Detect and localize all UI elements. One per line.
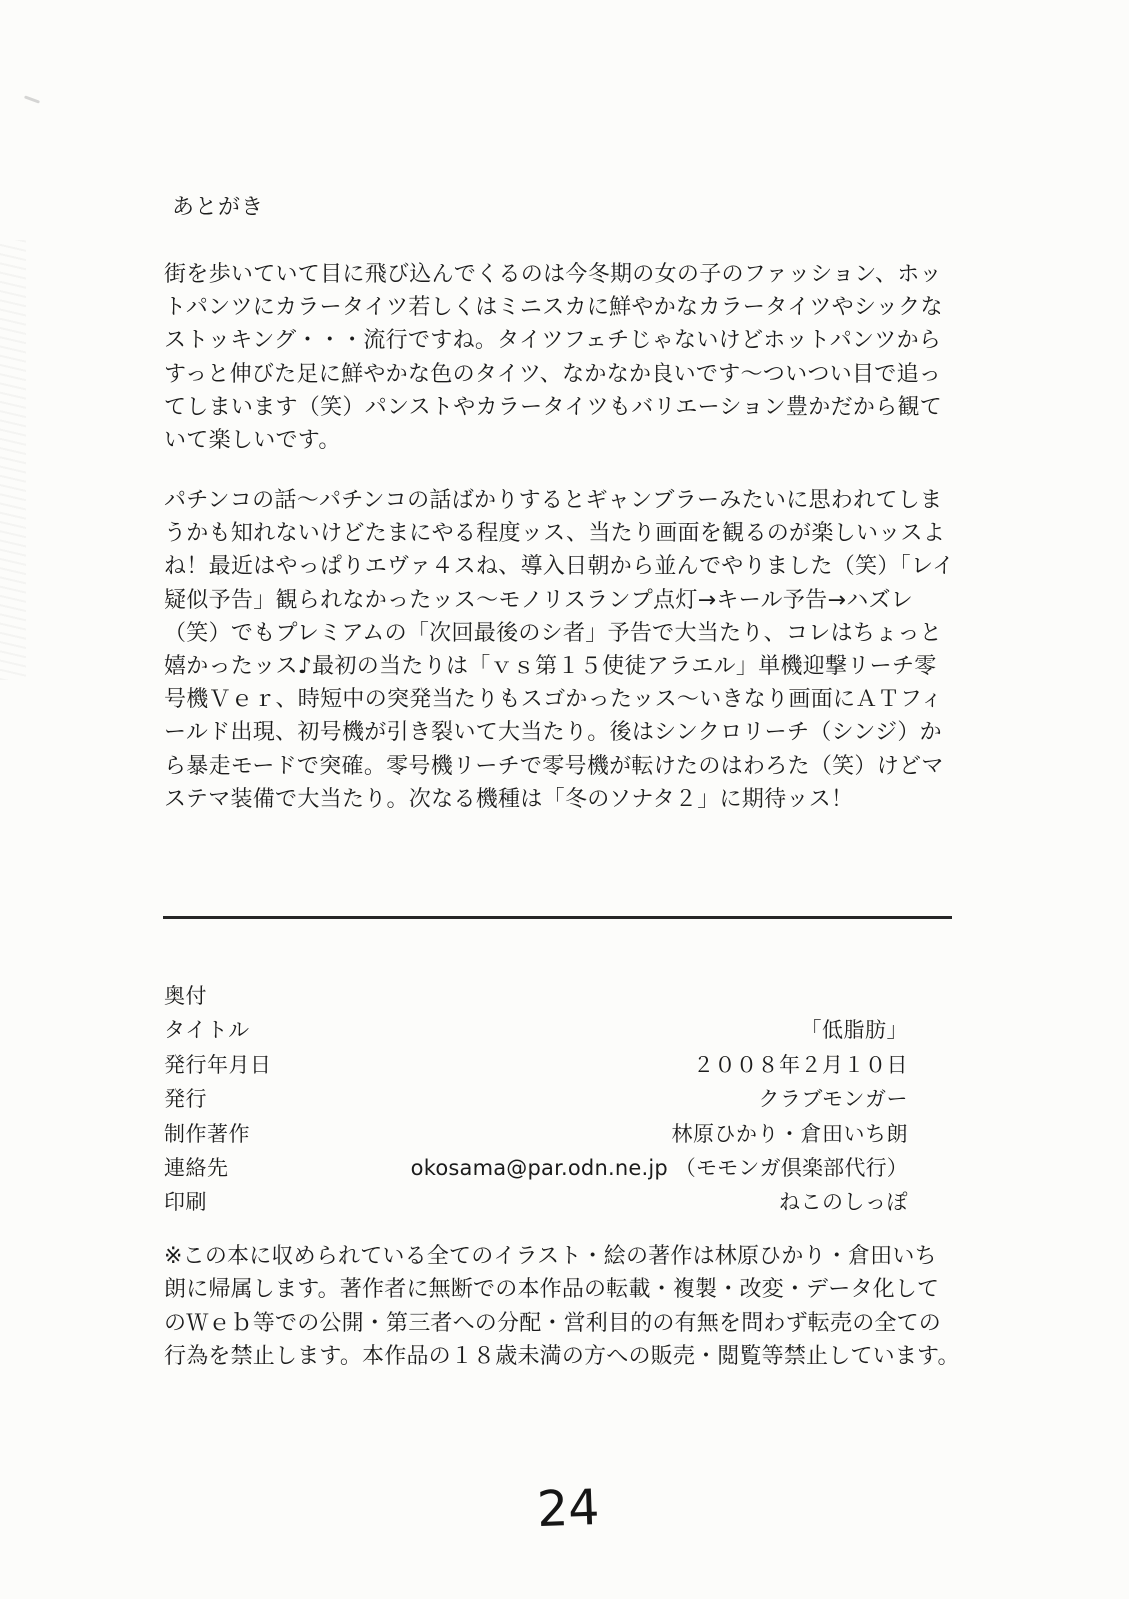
contact-email: okosama@par.odn.ne.jp （モモンガ倶楽部代行） <box>410 1155 908 1180</box>
colophon-label: 連絡先 <box>164 1155 229 1180</box>
afterword-paragraph-1 <box>164 258 943 457</box>
scan-artifact-mark <box>24 95 40 103</box>
text-line: （笑）でもプレミアムの「次回最後のシ者」予告で大当たり、コレはちょっと <box>164 620 943 646</box>
colophon-value-authors: 林原ひかり・倉田いち朗 <box>671 1121 908 1146</box>
colophon-section-label: 奥付 <box>164 984 207 1008</box>
colophon-row-printer <box>164 1186 908 1220</box>
colophon-value-title: 「低脂肪」 <box>800 1018 908 1043</box>
colophon-label: 発行年月日 <box>164 1052 272 1077</box>
colophon-row-authors <box>164 1118 908 1152</box>
text-line: ら暴走モードで突確。零号機リーチで零号機が転けたのはわろた（笑）けどマ <box>164 753 944 779</box>
text-line: 号機Ｖｅｒ、時短中の突発当たりもスゴかったッス～いきなり画面にＡＴフィ <box>164 687 943 713</box>
section-divider <box>163 916 952 919</box>
text-line: うかも知れないけどたまにやる程度ッス、当たり画面を観るのが楽しいッスよ <box>164 521 946 547</box>
afterword-paragraph-2 <box>164 484 954 816</box>
text-line: てしまいます（笑）パンストやカラータイツもバリエーション豊かだから観て <box>164 394 943 420</box>
colophon-label: 制作著作 <box>164 1121 250 1146</box>
text-line: トパンツにカラータイツ若しくはミニスカに鮮やかなカラータイツやシックな <box>164 295 943 321</box>
page-number: 24 <box>536 1478 601 1539</box>
text-line: ね！最近はやっぱりエヴァ４スね、導入日朝から並んでやりました（笑）「レイ <box>164 554 955 580</box>
colophon <box>164 980 908 1221</box>
text-line: 朗に帰属します。著作者に無断での本作品の転載・複製・改変・データ化して <box>164 1277 940 1303</box>
text-line: パチンコの話～パチンコの話ばかりするとギャンブラーみたいに思われてしま <box>164 488 943 513</box>
text-line: ストッキング・・・流行ですね。タイツフェチじゃないけどホットパンツから <box>164 328 942 354</box>
text-line: 行為を禁止します。本作品の１８歳未満の方への販売・閲覧等禁止しています。 <box>164 1343 960 1369</box>
copyright-notice <box>164 1240 1004 1373</box>
text-line: 街を歩いていて目に飛び込んでくるのは今冬期の女の子のファッション、ホッ <box>164 262 942 287</box>
colophon-label: 印刷 <box>164 1190 207 1215</box>
colophon-value-date: ２００８年２月１０日 <box>693 1052 908 1077</box>
text-line: のＷｅｂ等での公開・第三者への分配・営利目的の有無を問わず転売の全ての <box>164 1310 942 1336</box>
text-line: 嬉かったッス♪最初の当たりは「ｖｓ第１５使徒アラエル」単機迎撃リーチ零 <box>164 654 937 680</box>
colophon-section-row <box>164 980 908 1014</box>
text-line: ステマ装備で大当たり。次なる機種は「冬のソナタ２」に期待ッス！ <box>164 786 854 812</box>
colophon-label: タイトル <box>164 1018 250 1043</box>
text-line: すっと伸びた足に鮮やかな色のタイツ、なかなか良いです～ついつい目で追っ <box>164 361 942 387</box>
colophon-row-title <box>164 1014 908 1048</box>
colophon-value-printer: ねこのしっぽ <box>779 1190 908 1215</box>
text-line: いて楽しいです。 <box>164 428 341 454</box>
colophon-row-contact <box>164 1152 908 1186</box>
afterword-heading: あとがき <box>172 195 265 220</box>
colophon-row-publisher <box>164 1083 908 1117</box>
text-line: 疑似予告」観られなかったッス～モノリスランプ点灯→キール予告→ハズレ <box>164 587 914 613</box>
colophon-label: 発行 <box>164 1087 207 1112</box>
colophon-value-publisher: クラブモンガー <box>758 1087 908 1112</box>
colophon-row-date <box>164 1049 908 1083</box>
text-line: ールド出現、初号機が引き裂いて大当たり。後はシンクロリーチ（シンジ）か <box>164 720 942 746</box>
scan-artifact-band <box>0 240 26 680</box>
text-line: ※この本に収められている全てのイラスト・絵の著作は林原ひかり・倉田いち <box>164 1244 937 1269</box>
